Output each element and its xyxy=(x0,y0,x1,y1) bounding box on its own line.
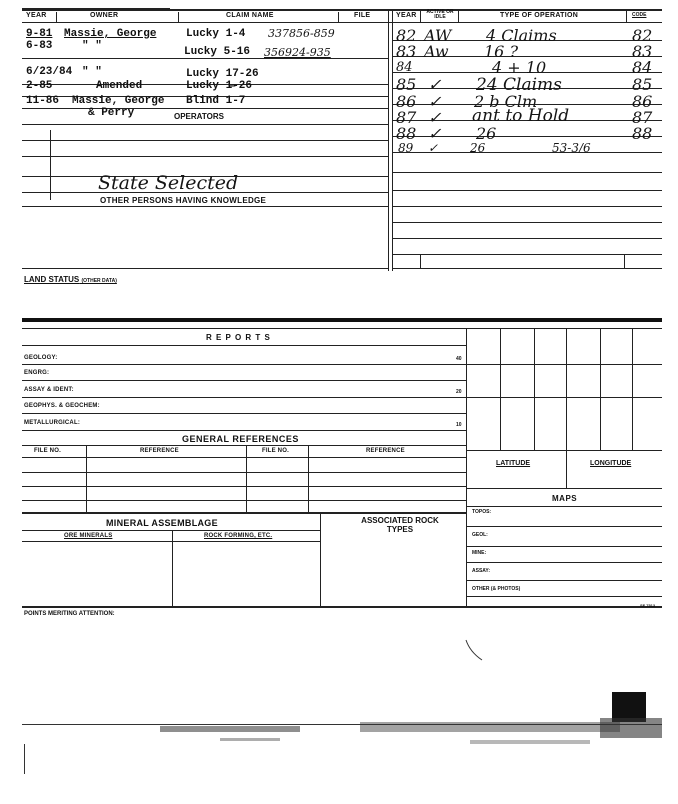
owner-row-number: 356924-935 xyxy=(264,46,331,59)
op-row-type: 4 + 10 xyxy=(492,58,547,77)
header-type-of-operation: TYPE OF OPERATION xyxy=(500,12,579,19)
maps-item: ASSAY: xyxy=(472,568,491,574)
header-year: YEAR xyxy=(26,12,47,19)
ore-minerals-label: ORE MINERALS xyxy=(64,533,113,539)
op-row-active: Aw xyxy=(424,42,449,61)
rock-forming-label: ROCK FORMING, ETC. xyxy=(204,533,273,539)
maps-item: TOPOS: xyxy=(472,509,492,515)
general-references-title: GENERAL REFERENCES xyxy=(182,434,299,444)
header-claim-name: CLAIM NAME xyxy=(226,12,274,19)
owner-row-name: Massie, George xyxy=(72,95,165,107)
op-row-active: ✓ xyxy=(428,108,442,127)
state-selected-note: State Selected xyxy=(98,172,239,194)
op-row-active: ✓ xyxy=(428,141,439,155)
maps-item: GEOL: xyxy=(472,532,488,538)
longitude-label: LONGITUDE xyxy=(590,460,632,467)
op-row-code: 85 xyxy=(632,75,653,94)
report-item-code: 20 xyxy=(456,389,462,395)
report-item-label: GEOPHYS. & GEOCHEM: xyxy=(24,403,100,409)
report-item-code: 10 xyxy=(456,422,462,428)
op-row-year: 86 xyxy=(396,92,417,111)
owner-row-claim: Lucky 5-16 xyxy=(184,46,251,58)
report-item-label: GEOLOGY: xyxy=(24,355,58,361)
scan-line xyxy=(24,744,25,774)
op-row-active: ✓ xyxy=(428,75,442,94)
report-item-label: METALLURGICAL: xyxy=(24,420,81,426)
owner-row-number: 337856-859 xyxy=(268,27,335,40)
op-row-year: 84 xyxy=(396,60,413,75)
operators-label: OPERATORS xyxy=(174,112,224,121)
op-row-code: 86 xyxy=(632,92,653,111)
maps-item: OTHER (& PHOTOS) xyxy=(472,586,521,592)
op-row-type: ant to Hold xyxy=(472,106,570,126)
mineral-assemblage-title: MINERAL ASSEMBLAGE xyxy=(106,518,218,528)
op-row-type: 26 xyxy=(476,124,497,143)
owner-row-name: Massie, George xyxy=(64,28,157,40)
op-row-active: ✓ xyxy=(428,124,442,143)
owner-row-year: 6/23/84 xyxy=(26,66,73,78)
op-row-year: 87 xyxy=(396,108,417,127)
op-row-active: ✓ xyxy=(428,92,442,111)
scan-smudge xyxy=(160,726,300,732)
header-owner: OWNER xyxy=(90,12,119,19)
header-corner: CODE xyxy=(632,12,647,18)
op-row-code: 53-3/6 xyxy=(552,141,591,155)
owner-row-year: 6-83 xyxy=(26,40,53,52)
pen-mark xyxy=(460,636,490,666)
op-row-code: 87 xyxy=(632,108,653,127)
op-row-code: 84 xyxy=(632,58,653,77)
points-meriting-attention: POINTS MERITING ATTENTION: xyxy=(24,611,115,617)
report-item-label: ASSAY & IDENT: xyxy=(24,387,74,393)
op-row-year: 85 xyxy=(396,75,417,94)
associated-rock-types: ASSOCIATED ROCK TYPES xyxy=(361,516,439,534)
op-row-year: 83 xyxy=(396,42,417,61)
owner-row-name: " " xyxy=(82,66,102,78)
op-row-type: 4 Claims xyxy=(486,26,557,45)
maps-title: MAPS xyxy=(552,494,578,503)
header-file: FILE xyxy=(354,12,371,19)
scan-smudge xyxy=(470,740,590,744)
owner-row-claim: Lucky 1̶-26 xyxy=(186,80,253,92)
latitude-label: LATITUDE xyxy=(496,460,531,467)
refs-col-file-no: FILE NO. xyxy=(34,448,61,454)
op-row-type: 26 xyxy=(470,141,486,155)
report-item-label: ENGRG: xyxy=(24,370,50,376)
header-year-right: YEAR xyxy=(396,12,417,19)
report-item-code: 40 xyxy=(456,356,462,362)
owner-row-name: Amended xyxy=(96,80,143,92)
other-persons-label: OTHER PERSONS HAVING KNOWLEDGE xyxy=(100,196,267,205)
owner-continuation: & Perry xyxy=(88,107,135,119)
op-row-code: 83 xyxy=(632,42,653,61)
owner-row-year: 2-85 xyxy=(26,80,53,92)
refs-col-reference: REFERENCE xyxy=(140,448,179,454)
land-status-label: LAND STATUS (OTHER DATA) xyxy=(24,275,117,284)
op-row-type: 24 Claims xyxy=(476,75,562,95)
form-number: SF 7513 xyxy=(640,603,656,608)
refs-col-reference: REFERENCE xyxy=(366,448,405,454)
op-row-active: AW xyxy=(424,26,452,45)
owner-row-year: 11-86 xyxy=(26,95,60,107)
header-active-idle: ACTIVE OR IDLE xyxy=(426,9,454,20)
op-row-year: 82 xyxy=(396,26,417,45)
refs-col-file-no: FILE NO. xyxy=(262,448,289,454)
op-row-year: 89 xyxy=(398,141,414,155)
owner-row-year: 9-81 xyxy=(26,28,53,40)
op-row-code: 82 xyxy=(632,26,653,45)
op-row-type: 2 b Clm xyxy=(474,92,538,111)
reports-title: R E P O R T S xyxy=(206,333,271,342)
owner-row-name: " " xyxy=(82,40,102,52)
owner-row-claim: Blind 1-7 xyxy=(186,95,246,107)
scan-smudge xyxy=(600,718,662,738)
op-row-code: 88 xyxy=(632,124,653,143)
op-row-type: 16 ? xyxy=(484,42,519,61)
op-row-year: 88 xyxy=(396,124,417,143)
owner-row-claim: Lucky 1-4 xyxy=(186,28,246,40)
scan-smudge xyxy=(360,722,620,732)
owner-row-claim: Lucky 17-26 xyxy=(186,68,259,80)
scan-smudge xyxy=(220,738,280,741)
maps-item: MINE: xyxy=(472,550,487,556)
